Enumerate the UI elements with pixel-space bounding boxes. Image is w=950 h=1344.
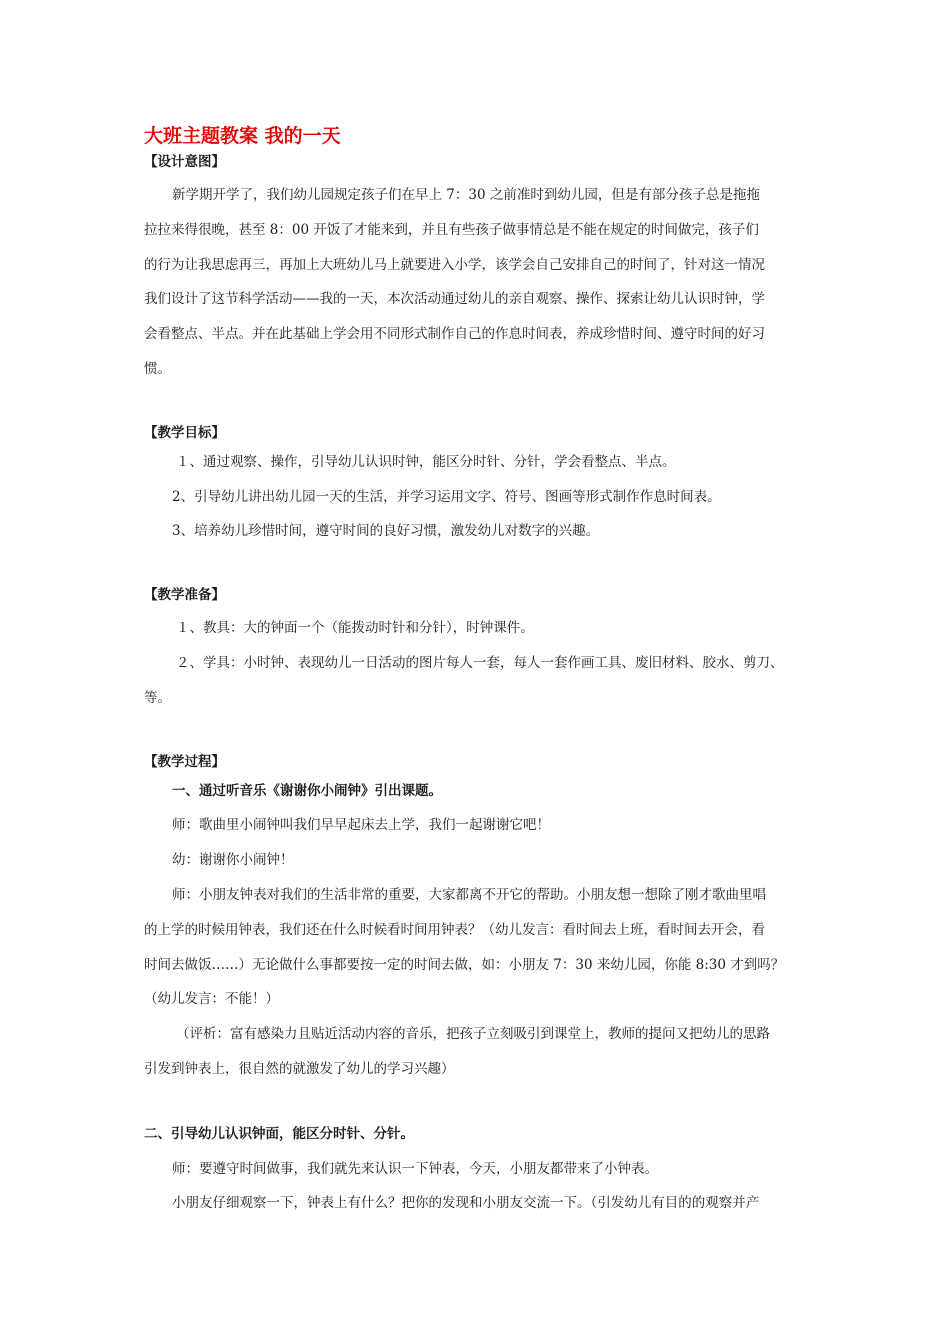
document-title: 大班主题教案 我的一天 (144, 125, 341, 147)
design-line-4: 我们设计了这节科学活动——我的一天，本次活动通过幼儿的亲自观察、操作、探索让幼儿认识时钟，学 (144, 291, 765, 308)
process-part2-title: 二、引导幼儿认识钟面，能区分时针、分针。 (144, 1125, 414, 1142)
prep-item-2-cont: 等。 (144, 689, 171, 706)
process-part1-title: 一、通过听音乐《谢谢你小闹钟》引出课题。 (172, 782, 442, 799)
prep-item-2: ２、学具：小时钟、表现幼儿一日活动的图片每人一套，每人一套作画工具、废旧材料、胶水、剪刀、 (176, 654, 784, 671)
prep-item-1: １、教具：大的钟面一个（能拨动时针和分针），时钟课件。 (176, 620, 534, 637)
section-heading-goals: 【教学目标】 (144, 424, 225, 441)
process-part2-line-1: 师：要遵守时间做事，我们就先来认识一下钟表，今天，小朋友都带来了小钟表。 (172, 1160, 658, 1177)
design-line-2: 拉拉来得很晚，甚至 8：00 开饭了才能来到，并且有些孩子做事情总是不能在规定的时间做完，孩子们 (144, 221, 759, 238)
process-line-2: 幼：谢谢你小闹钟！ (172, 852, 294, 869)
document-page (144, 122, 816, 1221)
process-comment-2: 引发到钟表上，很自然的就激发了幼儿的学习兴趣） (144, 1060, 455, 1077)
process-part2-line-2: 小朋友仔细观察一下，钟表上有什么？把你的发现和小朋友交流一下。（引发幼儿有目的的观察并产 (172, 1195, 760, 1212)
design-line-3: 的行为让我思虑再三，再加上大班幼儿马上就要进入小学，该学会自己安排自己的时间了，针对这一情况 (144, 256, 765, 273)
design-line-1: 新学期开学了，我们幼儿园规定孩子们在早上 7：30 之前准时到幼儿园，但是有部分孩子总是拖拖 (172, 187, 760, 203)
section-goals (144, 421, 816, 549)
design-line-6: 惯。 (144, 360, 171, 377)
section-heading-design: 【设计意图】 (144, 154, 225, 170)
section-preparation (144, 583, 816, 715)
process-line-4: 的上学的时候用钟表，我们还在什么时候看时间用钟表？（幼儿发言：看时间去上班，看时间去开会，看 (144, 921, 765, 938)
goal-item-3: 3、培养幼儿珍惜时间，遵守时间的良好习惯，激发幼儿对数字的兴趣。 (172, 523, 600, 540)
section-process (144, 750, 816, 1222)
design-line-5: 会看整点、半点。并在此基础上学会用不同形式制作自己的作息时间表，养成珍惜时间、遵守时间的好习 (144, 326, 765, 343)
goal-item-2: 2、引导幼儿讲出幼儿园一天的生活，并学习运用文字、符号、图画等形式制作作息时间表。 (172, 488, 721, 505)
process-line-5: 时间去做饭……）无论做什么事都要按一定的时间去做，如：小朋友 7：30 来幼儿园，你能 8:30 才到吗？ (144, 956, 785, 973)
section-heading-prep: 【教学准备】 (144, 587, 225, 604)
goal-item-1: １、通过观察、操作，引导幼儿认识时钟，能区分时针、分针，学会看整点、半点。 (176, 453, 676, 470)
process-comment-1: （评析：富有感染力且贴近活动内容的音乐，把孩子立刻吸引到课堂上，教师的提问又把幼儿的思路 (176, 1026, 770, 1043)
process-line-1: 师：歌曲里小闹钟叫我们早早起床去上学，我们一起谢谢它吧！ (172, 817, 550, 834)
process-line-6: （幼儿发言：不能！） (144, 991, 279, 1008)
process-line-3: 师：小朋友钟表对我们的生活非常的重要，大家都离不开它的帮助。小朋友想一想除了刚才歌曲里唱 (172, 886, 766, 903)
section-design-intent (144, 150, 816, 387)
section-heading-process: 【教学过程】 (144, 753, 225, 770)
